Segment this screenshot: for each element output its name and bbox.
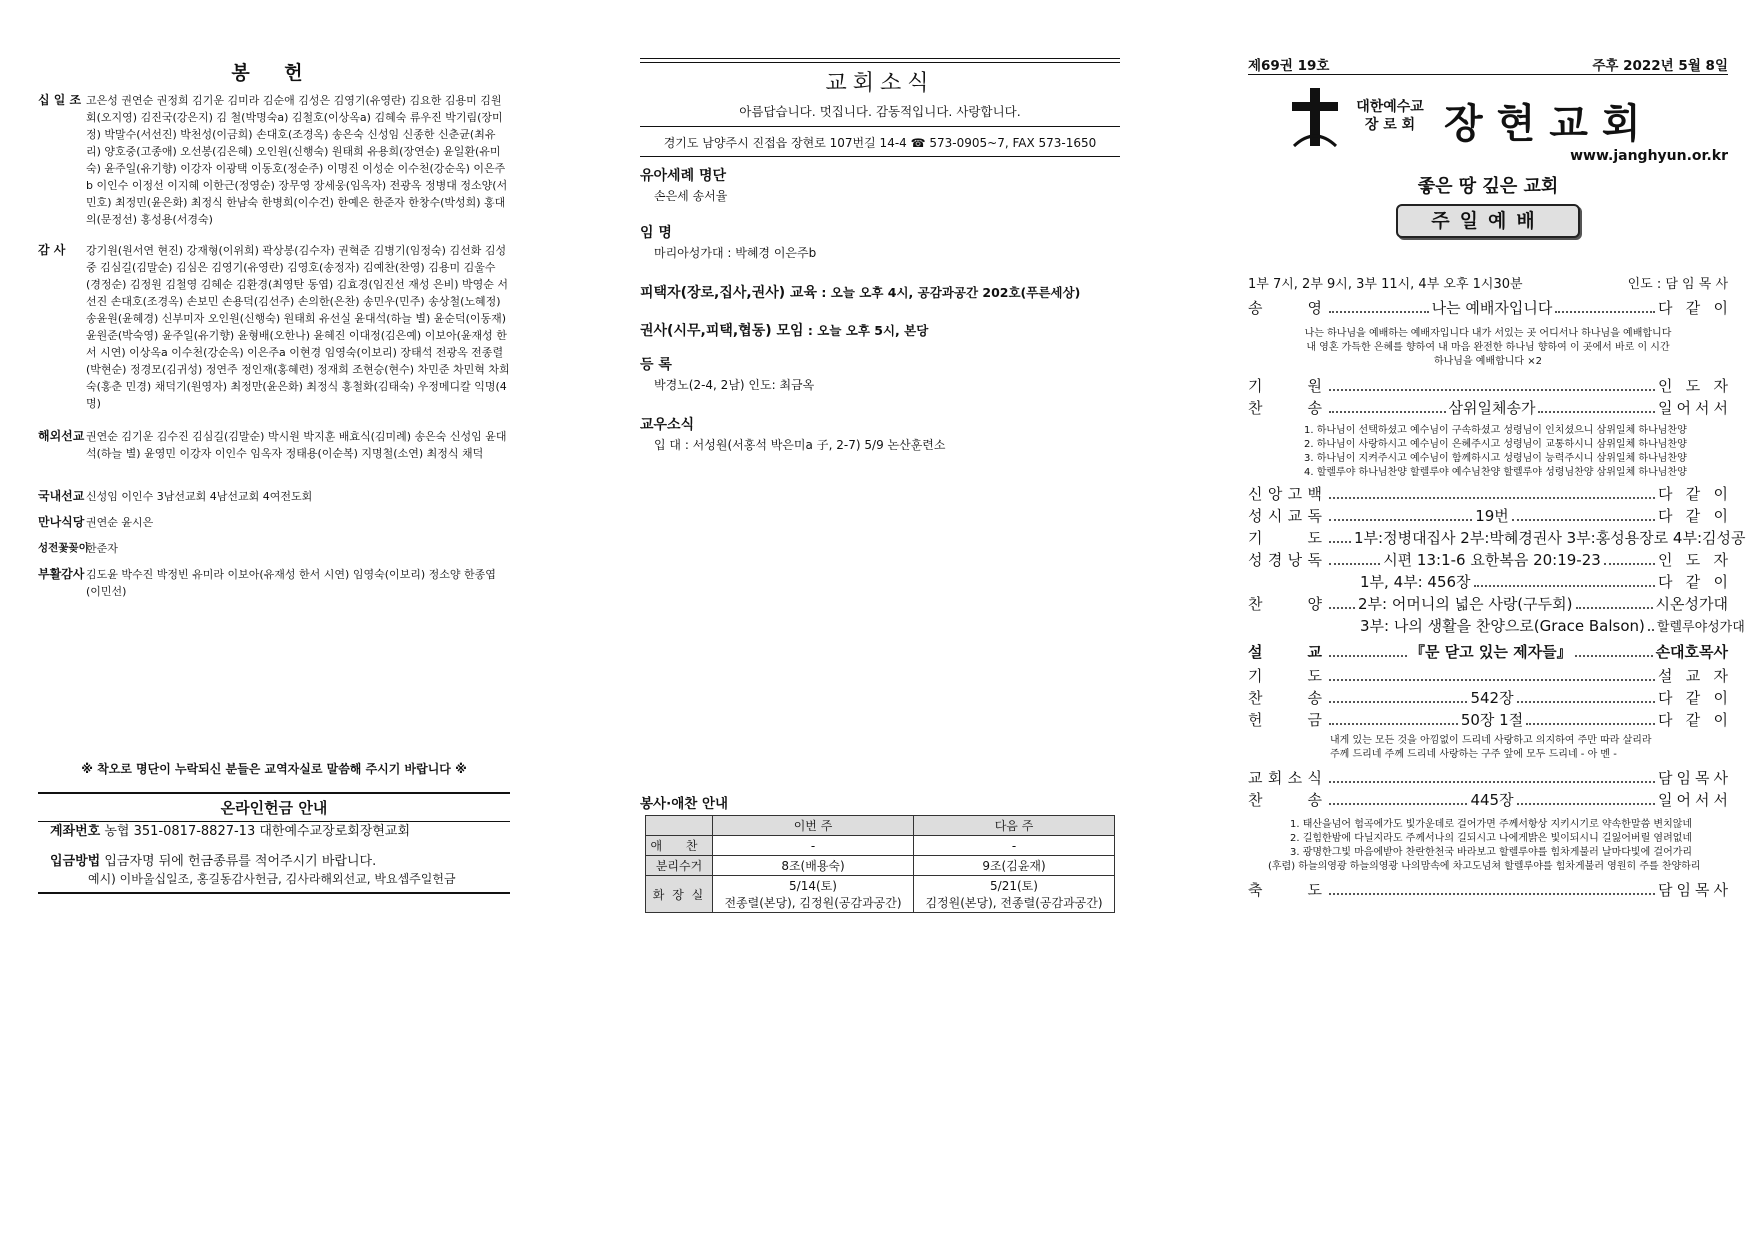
order-performer: 담 임 목 사 — [1658, 881, 1728, 899]
offering-names: 한준자 — [86, 542, 118, 555]
cell-people: 전종렬(본당), 김정원(공감과공간) — [724, 896, 902, 910]
order-detail: 1부, 4부: 456장 — [1360, 573, 1471, 591]
leader-text: 인도 : 담 임 목 사 — [1627, 277, 1728, 292]
order-detail: 50장 1절 — [1460, 711, 1524, 729]
section-heading-inline — [640, 282, 1080, 302]
order-row-invocation — [1248, 376, 1728, 396]
section-heading: 임 명 — [640, 225, 672, 241]
order-label: 기 도 — [1248, 529, 1322, 547]
denomination-line-1: 대한예수교 — [1356, 99, 1424, 115]
table-cell — [914, 876, 1115, 913]
table-row — [646, 816, 1115, 836]
order-performer: 다 같 이 — [1658, 507, 1729, 525]
order-performer: 다 같 이 — [1658, 299, 1729, 317]
order-detail: 나는 예배자입니다 — [1431, 299, 1553, 317]
offering-label: 감 사 — [38, 243, 66, 257]
offering-label: 해외선교 — [38, 429, 85, 443]
order-row-doxology — [1248, 398, 1728, 418]
service-times — [1248, 273, 1728, 292]
offering-row-manna — [38, 514, 510, 531]
news-subtitle: 아름답습니다. 멋집니다. 감동적입니다. 사랑합니다. — [739, 104, 1021, 119]
online-offering-title: 온라인헌금 안내 — [38, 792, 510, 822]
order-label: 신 앙 고 백 — [1248, 485, 1322, 503]
order-performer: 설 교 자 — [1658, 667, 1728, 685]
order-label: 설 교 — [1248, 643, 1322, 661]
order-label: 송 영 — [1248, 299, 1322, 317]
lyrics-line: 내 영혼 가득한 은혜를 향하여 내 마음 완전한 하나님 향하여 이 곳에서 바로 이 시간 — [1306, 342, 1670, 353]
lyrics-line: 3. 광명한그빛 마음에받아 찬란한천국 바라보고 할렐루야를 힘차게불러 날마다빛에 걸어가리 — [1290, 847, 1693, 858]
offering-names: 권연순 윤시은 — [86, 516, 154, 529]
offering-names: 고은성 권연순 권정희 김기운 김미라 김순애 김성은 김영기(유영란) 김요한 김용미 김원회(오지영) 김진국(강은지) 김 철(박명숙a) 김철호(이상옥a) 김혜숙 류우진 박기림(장미정) 박말수(서선진) 박천성(이금희) 손대호(조경옥) 송은숙 신성임 신종한 신춘균(최유리) 양호중(고종애) 오선봉(김은혜) 오인원(신행숙) 원태희 유용희(장연순) 윤일환(유미숙) 윤주일(유기향) 이강자 이광택 이동호(정순주) 이명진 이성순 이수천(강순옥) 이은주b 이인수 이정선 이지혜 이한근(정영순) 장무영 장세웅(임옥자) 전광옥 정병대 정소양(서민호) 최정민(윤은화) 최정식 한남숙 한병희(이수건) 한예은 한준자 한창수(박성희) 홍대의(문정선) 홍성용(서경숙) — [86, 94, 508, 226]
order-performer: 다 같 이 — [1658, 711, 1729, 729]
offering-row-thanks — [38, 242, 510, 412]
order-label: 성 시 교 독 — [1248, 507, 1322, 525]
lyrics-line: 나는 하나님을 예배하는 예배자입니다 내가 서있는 곳 어디서나 하나님을 예배합니다 — [1304, 328, 1672, 339]
lyrics-line: 2. 길힘한밤에 다닐지라도 주께서나의 길되시고 나에게밝은 빛이되시니 길잃어버릴 염려없네 — [1290, 833, 1693, 844]
online-bottom-rule — [38, 892, 510, 894]
order-detail: 445장 — [1470, 791, 1514, 809]
offering-row-flower — [38, 540, 510, 557]
order-performer: 손대호목사 — [1655, 643, 1729, 661]
order-row-hymn-542 — [1248, 688, 1728, 708]
order-row-announcements — [1248, 768, 1728, 788]
offering-label: 십 일 조 — [38, 93, 82, 107]
worship-title: 주일예배 — [1396, 204, 1580, 238]
denomination — [1348, 98, 1432, 134]
section-heading: 등 록 — [640, 357, 672, 373]
order-row-hymn-1-4 — [1360, 572, 1728, 592]
volume-number: 제69권 19호 — [1248, 58, 1330, 74]
offering-names: 권연순 김기운 김수진 김심길(김말순) 박시원 박지훈 배효식(김미례) 송은숙 신성임 윤대석(하늘 별) 윤영민 이강자 이인수 임옥자 정태용(이순복) 지명철(소연) 최정식 채덕 — [86, 430, 507, 460]
order-detail: 19번 — [1475, 507, 1509, 525]
cell-people: 김정원(본당), 전종렬(공감과공간) — [925, 896, 1103, 910]
order-performer: 다 같 이 — [1658, 573, 1728, 591]
lyrics-line: 3. 하나님이 지켜주시고 예수님이 함께하시고 성령님이 능력주시니 삼위일체 하나님찬양 — [1304, 453, 1687, 464]
account-line — [50, 820, 410, 839]
order-detail: 1부:정병대집사 2부:박혜경권사 3부:홍성용장로 4부:김성공 — [1354, 529, 1746, 547]
order-detail: 3부: 나의 생활을 찬양으로(Grace Balson) — [1360, 617, 1645, 635]
lyrics-line: (후렴) 하늘의영광 하늘의영광 나의맘속에 차고도넘쳐 할렐루야를 힘차게불러 영원히 주를 찬양하리 — [1268, 861, 1701, 872]
order-row-anthem-3 — [1360, 616, 1745, 638]
lyrics-line: 2. 하나님이 사랑하시고 예수님이 은혜주시고 성령님이 교통하시니 삼위일체 하나님찬양 — [1304, 439, 1687, 450]
order-row-offering — [1248, 710, 1728, 730]
method-label: 입금방법 — [50, 854, 101, 869]
method-example: 예시) 이바울십일조, 홍길동감사헌금, 김사라해외선교, 박요셉주일헌금 — [88, 872, 456, 886]
top-rule-2 — [640, 62, 1120, 63]
order-detail: 『문 닫고 있는 제자들』 — [1409, 643, 1572, 661]
table-cell: - — [914, 836, 1115, 856]
masthead — [1248, 54, 1728, 74]
church-slogan: 좋은 땅 깊은 교회 — [1417, 176, 1559, 197]
table-cell: - — [713, 836, 914, 856]
order-row-sermon — [1248, 642, 1728, 662]
order-label: 교 회 소 식 — [1248, 769, 1322, 787]
order-label: 찬 송 — [1248, 399, 1322, 417]
cross-logo-icon — [1288, 86, 1342, 148]
order-row-opening-song — [1248, 298, 1728, 318]
order-performer: 다 같 이 — [1658, 485, 1728, 503]
offering-names: 강기원(원서연 현진) 강재형(이위희) 곽상봉(김수자) 권혁준 김병기(임정숙) 김선화 김성중 김심길(김말순) 김심은 김영기(유영란) 김영호(송정자) 김예찬(찬영) 김용미 김울수(경정순) 김정원 김철영 김혜순 김환경(최영탄 동엽) 김효경(임진선 재성 은비) 박영순 서선진 손대호(조경옥) 손보민 손용덕(김선주) 손의한(은찬) 송민우(민주) 송상철(노혜정) 송윤원(윤혜경) 신부미자 오인원(신행숙) 원태희 유선실 윤대석(하늘 별) 윤순덕(이동재) 윤원준(박숙영) 윤주일(유기향) 윤형배(오한나) 윤혜진 이대정(김은예) 이보아(윤재성 한서 시연) 이상옥a 이수천(강순옥) 이은주a 이현경 임영숙(이보리) 장태석 전광옥 전종렬(박현순) 정경모(김귀성) 정연주 정인재(홍혜련) 정재희 조현승(현수) 차민준 차민혁 차희숙(홍춘 민경) 채덕기(원영자) 최정만(윤은화) 최정식 홍철화(김태숙) 우정메디칼 익명(4명) — [86, 244, 510, 410]
offering-label: 부활감사 — [38, 567, 85, 581]
lyrics-line: 주께 드리네 주께 드리네 사랑하는 구주 앞에 모두 드리네 - 아 멘 - — [1330, 749, 1617, 760]
church-address: 경기도 남양주시 진접읍 장현로 107번길 14-4 ☎ 573-0905~7, FAX 573-1650 — [663, 136, 1097, 150]
section-body: 박경노(2-4, 2남) 인도: 최금옥 — [654, 378, 815, 392]
account-number: 농협 351-0817-8827-13 대한예수교장로회장현교회 — [104, 824, 411, 839]
order-row-creed — [1248, 484, 1728, 504]
section-heading-inline — [640, 320, 928, 340]
order-performer: 담 임 목 사 — [1658, 769, 1728, 787]
offering-label: 만나식당 — [38, 515, 85, 529]
section-body: 손은세 송서율 — [654, 189, 728, 203]
table-row — [646, 836, 1115, 856]
issue-date: 주후 2022년 5월 8일 — [1592, 58, 1728, 74]
order-label: 헌 금 — [1248, 711, 1322, 729]
order-row-prayer — [1248, 528, 1746, 548]
service-title: 봉사·애찬 안내 — [640, 796, 729, 812]
table-cell — [713, 876, 914, 913]
table-row — [646, 876, 1115, 913]
order-row-responsive-reading — [1248, 506, 1728, 526]
section-heading: 유아세례 명단 — [640, 168, 727, 184]
offering-label: 성전꽃꽂이 — [38, 542, 89, 554]
section-heading: 교우소식 — [640, 417, 695, 433]
order-detail: 시편 13:1-6 요한복음 20:19-23 — [1383, 551, 1601, 569]
offering-names: 신성임 이인수 3남선교회 4남선교회 4여전도회 — [86, 490, 313, 503]
offering-row-domestic — [38, 488, 510, 505]
table-header: 이번 주 — [713, 816, 914, 836]
cell-date: 5/21(토) — [990, 879, 1038, 893]
order-performer: 인 도 자 — [1658, 551, 1728, 569]
order-performer: 일 어 서 서 — [1658, 399, 1729, 417]
denomination-line-2: 장 로 회 — [1364, 117, 1416, 133]
method-text: 입금자명 뒤에 헌금종류를 적어주시기 바랍니다. — [104, 854, 377, 869]
order-row-anthem — [1248, 594, 1728, 614]
omission-notice: ※ 착오로 명단이 누락되신 분들은 교역자실로 말씀해 주시기 바랍니다 ※ — [81, 762, 467, 776]
addr-rule — [640, 156, 1120, 157]
section-detail: : 오늘 오후 4시, 공감과공간 202호(푸른세상) — [817, 285, 1081, 300]
church-url[interactable]: www.janghyun.or.kr — [1570, 148, 1728, 164]
service-table — [645, 815, 1115, 913]
order-performer: 인 도 자 — [1658, 377, 1728, 395]
times-text: 1부 7시, 2부 9시, 3부 11시, 4부 오후 1시30분 — [1248, 277, 1523, 292]
section-heading: 권사(시무,피택,협동) 모임 — [640, 323, 804, 339]
order-label: 기 원 — [1248, 377, 1322, 395]
order-label: 축 도 — [1248, 881, 1322, 899]
news-title: 교회소식 — [825, 71, 935, 96]
row-label: 애 찬 — [646, 836, 713, 856]
table-header: 다음 주 — [914, 816, 1115, 836]
order-detail: 삼위일체송가 — [1448, 399, 1536, 417]
offering-row-tithe — [38, 92, 510, 228]
order-label: 찬 송 — [1248, 791, 1322, 809]
offering-label: 국내선교 — [38, 489, 85, 503]
lyrics-line: 내게 있는 모든 것을 아낌없이 드리네 사랑하고 의지하여 주만 따라 살리라 — [1330, 735, 1652, 746]
order-row-prayer-after — [1248, 666, 1728, 686]
section-body: 입 대 : 서성원(서홍석 박은미a 子, 2-7) 5/9 논산훈련소 — [654, 438, 946, 452]
cell-date: 5/14(토) — [789, 879, 837, 893]
order-performer: 일 어 서 서 — [1658, 791, 1728, 809]
lyrics-line: 4. 할렐루야 하나님찬양 할렐루야 예수님찬양 할렐루야 성령님찬양 삼위일체 하나님찬양 — [1304, 467, 1687, 478]
order-label: 기 도 — [1248, 667, 1322, 685]
offering-row-easter — [38, 566, 510, 600]
section-detail: : 오늘 오후 5시, 본당 — [803, 323, 929, 338]
order-performer: 다 같 이 — [1658, 689, 1728, 707]
row-label: 분리수거 — [646, 856, 713, 876]
offering-row-overseas — [38, 428, 510, 462]
table-row — [646, 856, 1115, 876]
section-body: 마리아성가대 : 박혜경 이은주b — [654, 246, 817, 260]
table-header — [646, 816, 713, 836]
order-performer: 시온성가대 — [1655, 595, 1728, 613]
order-detail: 2부: 어머니의 넓은 사랑(구두회) — [1358, 595, 1573, 613]
lyrics-line: 하나님을 예배합니다 ×2 — [1433, 356, 1543, 367]
row-label: 화 장 실 — [646, 876, 713, 913]
table-cell: 8조(배용숙) — [713, 856, 914, 876]
offering-title: 봉 헌 — [231, 62, 317, 84]
masthead-rule — [1248, 74, 1728, 75]
lyrics-line: 1. 하나님이 선택하셨고 예수님이 구속하셨고 성령님이 인치셨으니 삼위일체 하나님찬양 — [1304, 425, 1687, 436]
table-cell: 9조(김윤재) — [914, 856, 1115, 876]
order-row-hymn-445 — [1248, 790, 1728, 810]
account-label: 계좌번호 — [50, 824, 101, 839]
order-label: 찬 양 — [1248, 595, 1322, 613]
order-label: 찬 송 — [1248, 689, 1322, 707]
offering-names: 김도윤 박수진 박정빈 유미라 이보아(유재성 한서 시연) 임영숙(이보리) 정소양 한종엽(이민선) — [86, 568, 496, 598]
sub-rule — [640, 126, 1120, 127]
section-heading: 피택자(장로,집사,권사) 교육 — [640, 285, 818, 301]
method-line — [50, 850, 376, 869]
order-performer: 할렐루야성가대 — [1656, 620, 1745, 635]
top-rule — [640, 58, 1120, 59]
church-name: 장현교회 — [1444, 101, 1655, 147]
order-row-scripture — [1248, 550, 1728, 570]
order-row-benediction — [1248, 880, 1728, 900]
order-label: 성 경 낭 독 — [1248, 551, 1322, 569]
order-detail: 542장 — [1470, 689, 1514, 707]
lyrics-line: 1. 태산을넘어 험곡에가도 빛가운데로 걸어가면 주께서항상 지키시기로 약속한말씀 변치않네 — [1290, 819, 1693, 830]
